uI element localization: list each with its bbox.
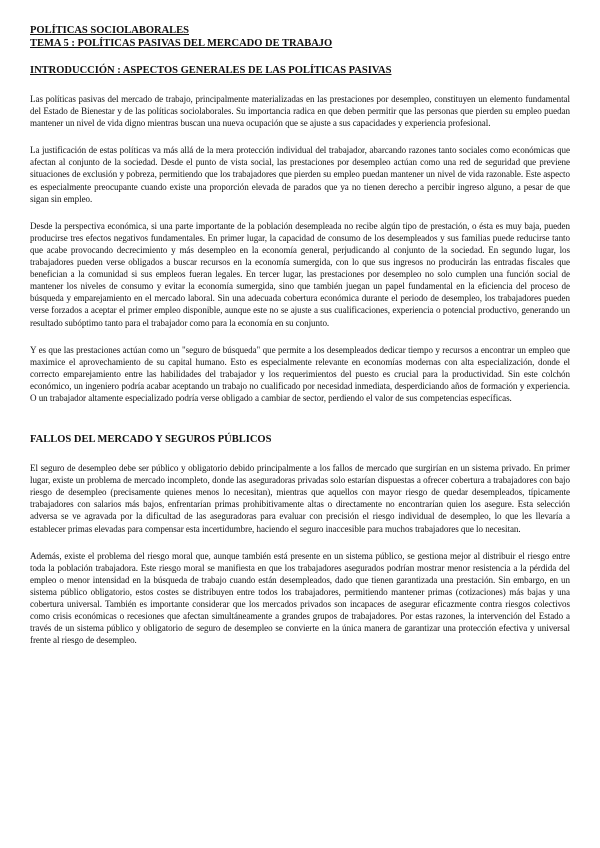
topic-title: TEMA 5 : POLÍTICAS PASIVAS DEL MERCADO DE TRABAJO (30, 38, 333, 49)
subject-title: POLÍTICAS SOCIOLABORALES (30, 25, 190, 36)
paragraph: Las políticas pasivas del mercado de trabajo, principalmente materializadas en las prestaciones por desempleo, constituyen un elemento fundamental del Estado de Bienestar y de las políticas sociolaborales. Su importancia radica en que deben permitir que las personas que pierden su empleo puedan mantener un nivel de vida digno mientras buscan una nueva ocupación que se ajuste a sus capacidades y experiencia profesional. (30, 94, 570, 129)
paragraph: La justificación de estas políticas va más allá de la mera protección individual del trabajador, abarcando razones tanto sociales como económicas que afectan al conjunto de la sociedad. Desde el punto de vista social, las prestaciones por desempleo actúan como una red de seguridad que previene situaciones de exclusión y pobreza, permitiendo que los trabajadores que pierden su empleo puedan mantener un nivel de vida razonable. Este aspecto es especialmente preocupante cuando existe una proporción elevada de parados que ya no tienen derecho a percibir ingreso alguno, a pesar de que sigan sin empleo. (30, 145, 570, 204)
paragraph: El seguro de desempleo debe ser público y obligatorio debido principalmente a los fallos de mercado que surgirían en un sistema privado. En primer lugar, existe un problema de mercado incompleto, donde las aseguradoras privadas solo estarían dispuestas a ofrecer cobertura a trabajadores con bajo riesgo de desempleo (precisamente quienes menos lo necesitan), mientras que aquellos con mayor riesgo de quedar desempleados, típicamente trabajadores con salarios más bajos, enfrentarían primas prohibitivamente altas o directamente no encontrarían quien los asegure. Esta selección adversa se ve agravada por la dificultad de las aseguradoras para evaluar con precisión el riesgo individual de desempleo, lo que les llevaría a establecer primas elevadas para compensar esta incertidumbre, haciendo el seguro inaccesible para muchos trabajadores que lo necesitan. (30, 463, 570, 534)
section-heading-introduccion: INTRODUCCIÓN : ASPECTOS GENERALES DE LAS POLÍTICAS PASIVAS (30, 65, 392, 76)
paragraph: Y es que las prestaciones actúan como un "seguro de búsqueda" que permite a los desempleados dedicar tiempo y recursos a encontrar un empleo que maximice el aprovechamiento de su capital humano. Esto es especialmente relevante en economías modernas con alta especialización, donde el correcto emparejamiento entre las habilidades del trabajador y los requerimientos del puesto es crucial para la productividad. Sin este colchón económico, un ingeniero podría acabar aceptando un trabajo no cualificado por necesidad inmediata, desperdiciando años de formación y experiencia. O un trabajador altamente especializado podría verse obligado a cambiar de sector, perdiendo el valor de sus competencias específicas. (30, 344, 570, 403)
paragraph: Además, existe el problema del riesgo moral que, aunque también está presente en un sistema público, se gestiona mejor al distribuir el riesgo entre toda la población trabajadora. Este riesgo moral se manifiesta en que los trabajadores asegurados podrían mostrar menor resistencia a la pérdida del empleo o menor intensidad en la búsqueda de trabajo cuando están desempleados, dado que tienen garantizada una prestación. Sin embargo, en un sistema público obligatorio, estos costes se distribuyen entre todos los trabajadores, permitiendo mantener primas (cotizaciones) más bajas y una cobertura universal. También es importante considerar que los mercados privados son incapaces de asegurar eficazmente contra riesgos colectivos como crisis económicas o recesiones que afectan simultáneamente a grandes grupos de trabajadores. Por estas razones, la intervención del Estado a través de un sistema público y obligatorio de seguro de desempleo se convierte en la única manera de garantizar una protección efectiva y universal frente al riesgo de desempleo. (30, 550, 570, 646)
section-heading-fallos-mercado: FALLOS DEL MERCADO Y SEGUROS PÚBLICOS (30, 434, 272, 446)
paragraph: Desde la perspectiva económica, si una parte importante de la población desempleada no recibe algún tipo de prestación, o ésta es muy baja, pueden producirse tres efectos negativos fundamentales. En primer lugar, la capacidad de consumo de los desempleados y sus familias puede reducirse tanto que acabe provocando decrecimiento y más desempleo en la economía general, perjudicando al conjunto de la sociedad. En segundo lugar, los trabajadores pueden verse obligados a buscar recursos en la economía sumergida, con lo que sus ingresos no producirán las entradas fiscales que benefician a la comunidad si sus empleos fueran legales. En tercer lugar, las prestaciones por desempleo no solo cumplen una función social de mantener los niveles de consumo y evitar la economía sumergida, sino que también juegan un papel fundamental en la eficiencia del proceso de búsqueda y emparejamiento en el mercado laboral. Sin una adecuada cobertura económica durante el periodo de desempleo, los trabajadores pueden verse forzados a aceptar el primer empleo disponible, aunque este no se ajuste a sus cualificaciones, experiencia o potencial productivo, generando un resultado subóptimo tanto para el trabajador como para la economía en su conjunto. (30, 220, 570, 328)
